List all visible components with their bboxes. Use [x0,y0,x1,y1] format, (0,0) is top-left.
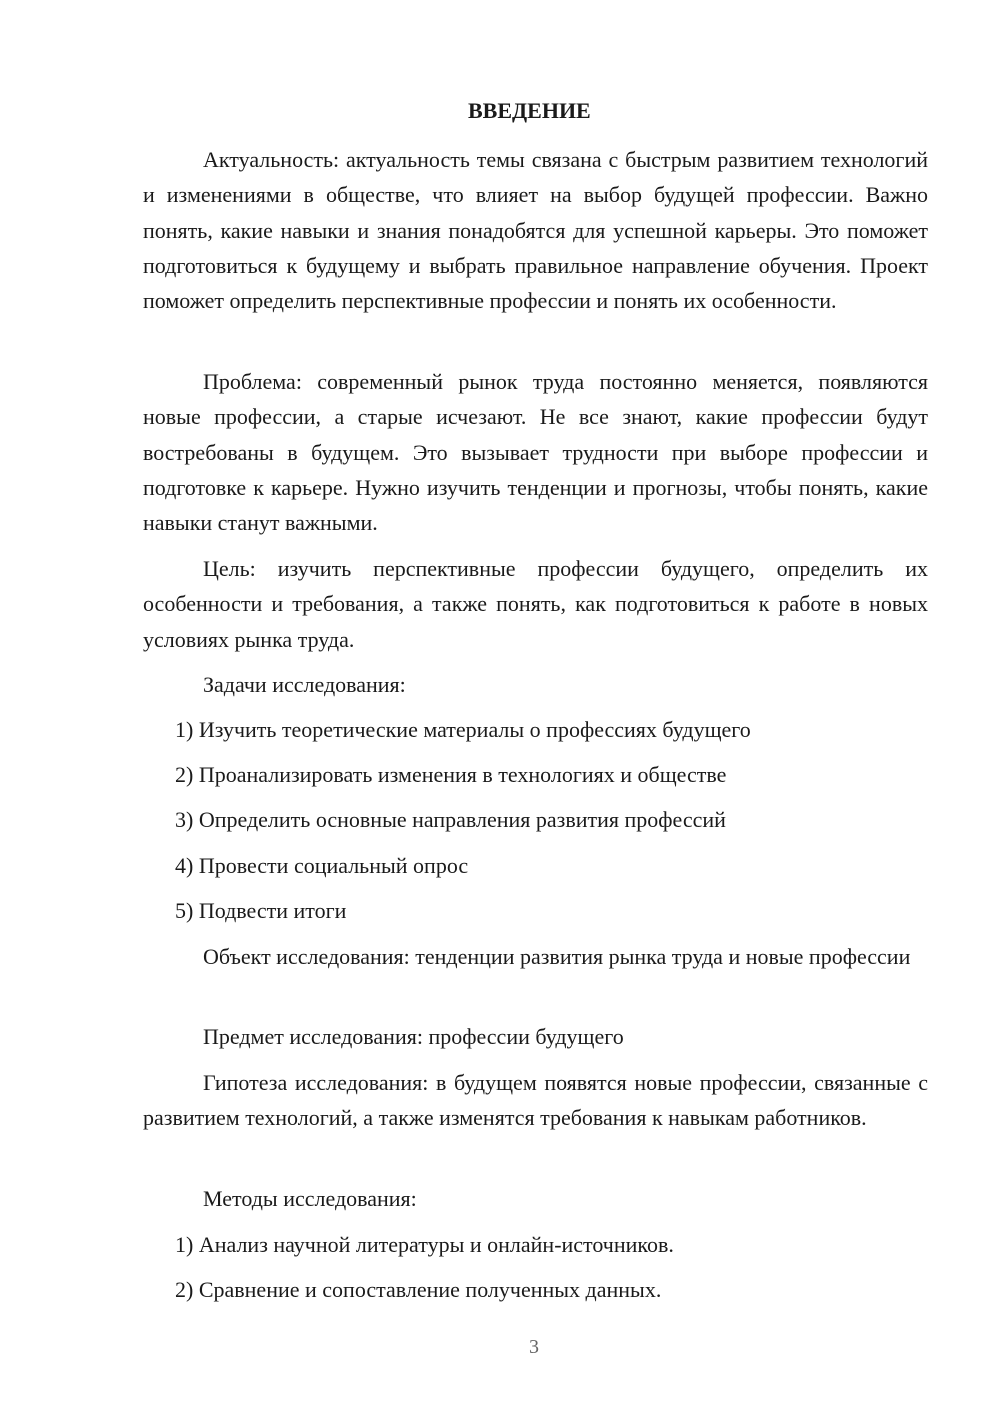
hypothesis-paragraph: Гипотеза исследования: в будущем появятся новые профессии, связанные с развитием технологий, а также изменятся требования к навыкам работников. [143,1070,928,1131]
task-item-5: 5) Подвести итоги [175,898,347,923]
subject-paragraph: Предмет исследования: профессии будущего [203,1024,624,1049]
task-item-2: 2) Проанализировать изменения в технологиях и обществе [175,762,727,787]
task-item-1: 1) Изучить теоретические материалы о профессиях будущего [175,717,751,742]
method-item-1: 1) Анализ научной литературы и онлайн-источников. [175,1232,674,1257]
relevance-paragraph: Актуальность: актуальность темы связана с быстрым развитием технологий и изменениями в обществе, что влияет на выбор будущей профессии. Важно понять, какие навыки и знания понадобятся для успешной карьеры. Это поможет подготовиться к будущему и выбрать правильное направление обучения. Проект поможет определить перспективные профессии и понять их особенности. [143,147,928,314]
goal-paragraph: Цель: изучить перспективные профессии будущего, определить их особенности и требования, а также понять, как подготовиться к работе в новых условиях рынка труда. [143,556,928,652]
problem-paragraph: Проблема: современный рынок труда постоянно меняется, появляются новые профессии, а старые исчезают. Не все знают, какие профессии будут востребованы в будущем. Это вызывает трудности при выборе профессии и подготовке к карьере. Нужно изучить тенденции и прогнозы, чтобы понять, какие навыки станут важными. [143,369,928,536]
page-number: 3 [529,1336,539,1358]
task-item-4: 4) Провести социальный опрос [175,853,469,878]
object-paragraph: Объект исследования: тенденции развития рынка труда и новые профессии [203,944,911,969]
methods-heading: Методы исследования: [203,1186,417,1211]
task-item-3: 3) Определить основные направления развития профессий [175,807,726,832]
method-item-2: 2) Сравнение и сопоставление полученных данных. [175,1277,662,1302]
page-title: ВВЕДЕНИЕ [468,98,591,123]
tasks-heading: Задачи исследования: [203,672,406,697]
